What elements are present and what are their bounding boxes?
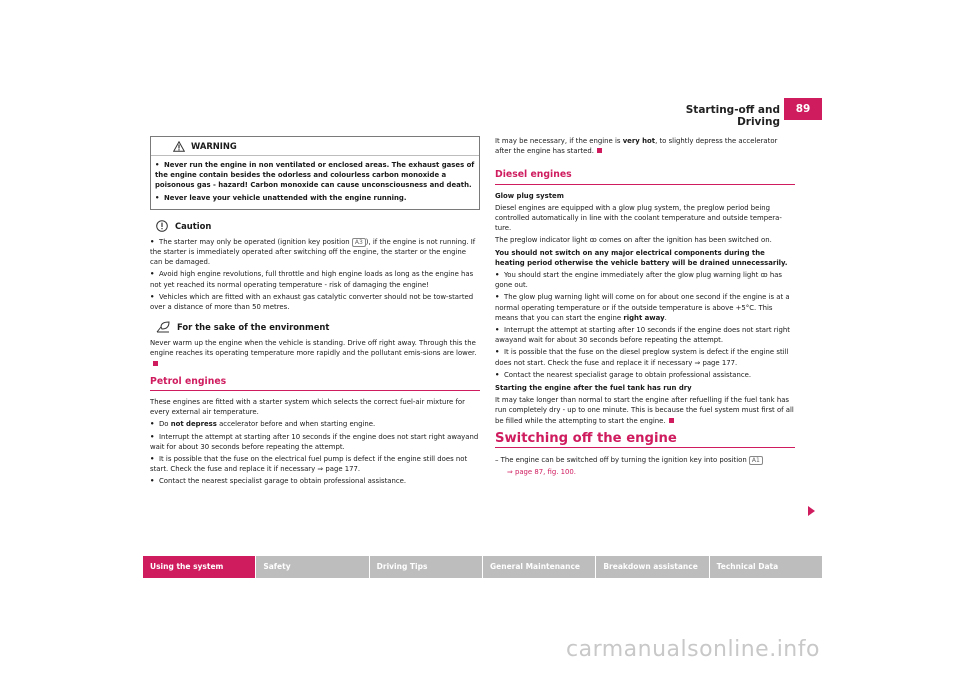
warning-heading-row: [151, 137, 479, 156]
switching-off-text: – The engine can be switched off by turning the ignition key into position: [495, 456, 749, 465]
diesel-text: has gone out.: [495, 271, 783, 290]
right-column: [495, 136, 795, 479]
petrol-text: accelerator before and when starting engine.: [216, 420, 376, 429]
diesel-text: You should start the engine immediately after the glow plug warning light: [504, 271, 761, 280]
environment-text-para: [150, 338, 480, 369]
diesel-engines-title: Diesel engines: [495, 170, 795, 184]
glow-plug-text: Diesel engines are equipped with a glow plug system, the preglow period being controlled automatically in line with the coolant temperature and outside tempera-ture.: [495, 203, 782, 233]
right-intro-bold: very hot: [622, 137, 656, 145]
caution-item: [150, 269, 480, 289]
petrol-text: Do: [159, 420, 171, 429]
petrol-intro: These engines are fitted with a starter system which selects the correct fuel-air mixture for every external air temperature.: [150, 398, 465, 417]
warning-item: [155, 160, 475, 191]
preglow-text: comes on after the ignition has been switched on.: [596, 236, 772, 245]
bullet-icon: •: [150, 270, 155, 279]
bullet-icon: •: [150, 432, 155, 441]
page-number: 89: [784, 98, 822, 120]
tab-safety[interactable]: Safety: [256, 556, 368, 578]
diesel-item: [495, 347, 795, 367]
bullet-icon: •: [155, 161, 160, 169]
diesel-text: .: [664, 313, 667, 322]
preglow-para: [495, 235, 795, 245]
bottom-nav-bar: [143, 556, 822, 578]
bullet-icon: •: [495, 293, 500, 302]
petrol-item: [150, 454, 480, 474]
warning-heading: WARNING: [191, 140, 237, 151]
caution-text: The starter may only be operated (ignition key position: [159, 237, 352, 246]
diesel-item: [495, 370, 795, 380]
diesel-text: Contact the nearest specialist garage to obtain professional assistance.: [504, 370, 752, 379]
ignition-position-badge: A1: [749, 456, 763, 465]
page-header-title: Starting-off and Driving: [685, 104, 780, 128]
environment-leaf-icon: [156, 321, 170, 333]
bullet-icon: •: [150, 477, 155, 486]
bullet-icon: •: [150, 237, 155, 246]
diesel-text: It is possible that the fuse on the diesel preglow system is defect if the engine still does not start. Check the fuse and replace it if necessary ⇒ page 177.: [495, 348, 789, 367]
bullet-icon: •: [150, 455, 155, 464]
run-dry-text: It may take longer than normal to start the engine after refuelling if the fuel tank has run completely dry - up to one minute. This is because the fuel system must first of all be filled while the attempting to start the engine.: [495, 396, 794, 425]
bullet-icon: •: [155, 193, 160, 202]
petrol-item: [150, 432, 480, 452]
glow-plug-light-icon: ꝏ: [589, 236, 597, 245]
switching-off-title: Switching off the engine: [495, 434, 795, 448]
caution-heading-row: [150, 220, 480, 232]
tab-breakdown-assistance[interactable]: Breakdown assistance: [596, 556, 708, 578]
switching-off-step: [495, 455, 795, 465]
preglow-text: The preglow indicator light: [495, 236, 590, 245]
section-end-marker: [597, 148, 602, 153]
caution-text: ), if the engine is not running. If the starter is immediately operated after switching off the engine, the starter or the engine can be damaged.: [150, 237, 476, 267]
petrol-bold-text: not depress: [170, 420, 217, 429]
watermark-text: carmanualsonline.info: [566, 637, 820, 662]
tab-technical-data[interactable]: Technical Data: [710, 556, 822, 578]
caution-text: Avoid high engine revolutions, full throttle and high engine loads as long as the engine has not yet reached its normal operating temperature - risk of damaging the engine!: [150, 270, 474, 289]
warning-item-text: Never run the engine in non ventilated or enclosed areas. The exhaust gases of the engine contain besides the odorless and colourless carbon monoxide a poisonous gas - hazard! Carbon monoxide can cause unconsciousness and death.: [155, 161, 475, 190]
tab-general-maintenance[interactable]: General Maintenance: [483, 556, 595, 578]
warning-item: [155, 193, 475, 203]
right-intro-text: , to slightly depress the accelerator after the engine has started.: [495, 137, 778, 156]
diesel-text: Interrupt the attempt at starting after 10 seconds if the engine does not start right awayand wait for about 30 seconds before repeating the attempt.: [495, 326, 790, 345]
caution-heading: Caution: [175, 220, 212, 231]
bullet-icon: •: [150, 292, 155, 301]
right-intro-text: It may be necessary, if the engine is: [495, 137, 623, 145]
petrol-text: Contact the nearest specialist garage to obtain professional assistance.: [159, 477, 407, 486]
next-page-arrow-icon[interactable]: [808, 506, 815, 516]
warning-triangle-icon: [173, 141, 185, 152]
warning-item-text: Never leave your vehicle unattended with the engine running.: [164, 193, 407, 202]
ignition-position-badge: A3: [352, 238, 366, 247]
petrol-item: [150, 476, 480, 486]
diesel-bold-text: right away: [623, 313, 665, 322]
caution-item: [150, 237, 480, 268]
diesel-bold-note: You should not switch on any major electrical components during the heating period otherwise the vehicle battery will be drained unnecessarily.: [495, 248, 788, 267]
caution-item: [150, 292, 480, 312]
diesel-item: [495, 270, 795, 290]
diesel-item: [495, 292, 795, 323]
run-dry-heading: Starting the engine after the fuel tank has run dry: [495, 384, 692, 393]
tab-driving-tips[interactable]: Driving Tips: [370, 556, 482, 578]
page-reference-link[interactable]: ⇒ page 87, fig. 100.: [507, 468, 576, 477]
section-end-marker: [153, 361, 158, 366]
bullet-icon: •: [495, 271, 500, 280]
petrol-item: [150, 419, 480, 429]
bullet-icon: •: [495, 370, 500, 379]
diesel-text: The glow plug warning light will come on for about one second if the engine is at a normal operating temperature or if the outside temperature is above +5°C. This means that you can start the engine: [495, 293, 790, 322]
tab-using-the-system[interactable]: Using the system: [143, 556, 255, 578]
diesel-item: [495, 325, 795, 345]
petrol-text: It is possible that the fuse on the electrical fuel pump is defect if the engine still does not start. Check the fuse and replace it if necessary ⇒ page 177.: [150, 455, 468, 474]
bullet-icon: •: [495, 348, 500, 357]
switching-off-ref-para: [495, 467, 795, 477]
glow-plug-heading: Glow plug system: [495, 191, 564, 200]
environment-heading-row: [150, 321, 480, 333]
caution-exclamation-icon: [156, 220, 168, 232]
environment-text: Never warm up the engine when the vehicle is standing. Drive off right away. Through this the engine reaches its operating temperature more rapidly and the pollutant emis-sions are lower.: [150, 339, 477, 358]
section-end-marker: [669, 418, 674, 423]
petrol-engines-title: Petrol engines: [150, 377, 480, 391]
petrol-text: Interrupt the attempt at starting after 10 seconds if the engine does not start right awayand wait for about 30 seconds before repeating the attempt.: [150, 432, 479, 451]
right-intro: [495, 136, 795, 156]
warning-box: [150, 136, 480, 210]
left-column: [150, 136, 480, 489]
bullet-icon: •: [495, 326, 500, 335]
caution-text: Vehicles which are fitted with an exhaust gas catalytic converter should not be tow-started over a distance of more than 50 metres.: [150, 292, 474, 312]
environment-heading: For the sake of the environment: [177, 322, 330, 333]
glow-plug-light-icon: ꝏ: [760, 271, 768, 280]
run-dry-para: [495, 395, 795, 426]
bullet-icon: •: [150, 420, 155, 429]
